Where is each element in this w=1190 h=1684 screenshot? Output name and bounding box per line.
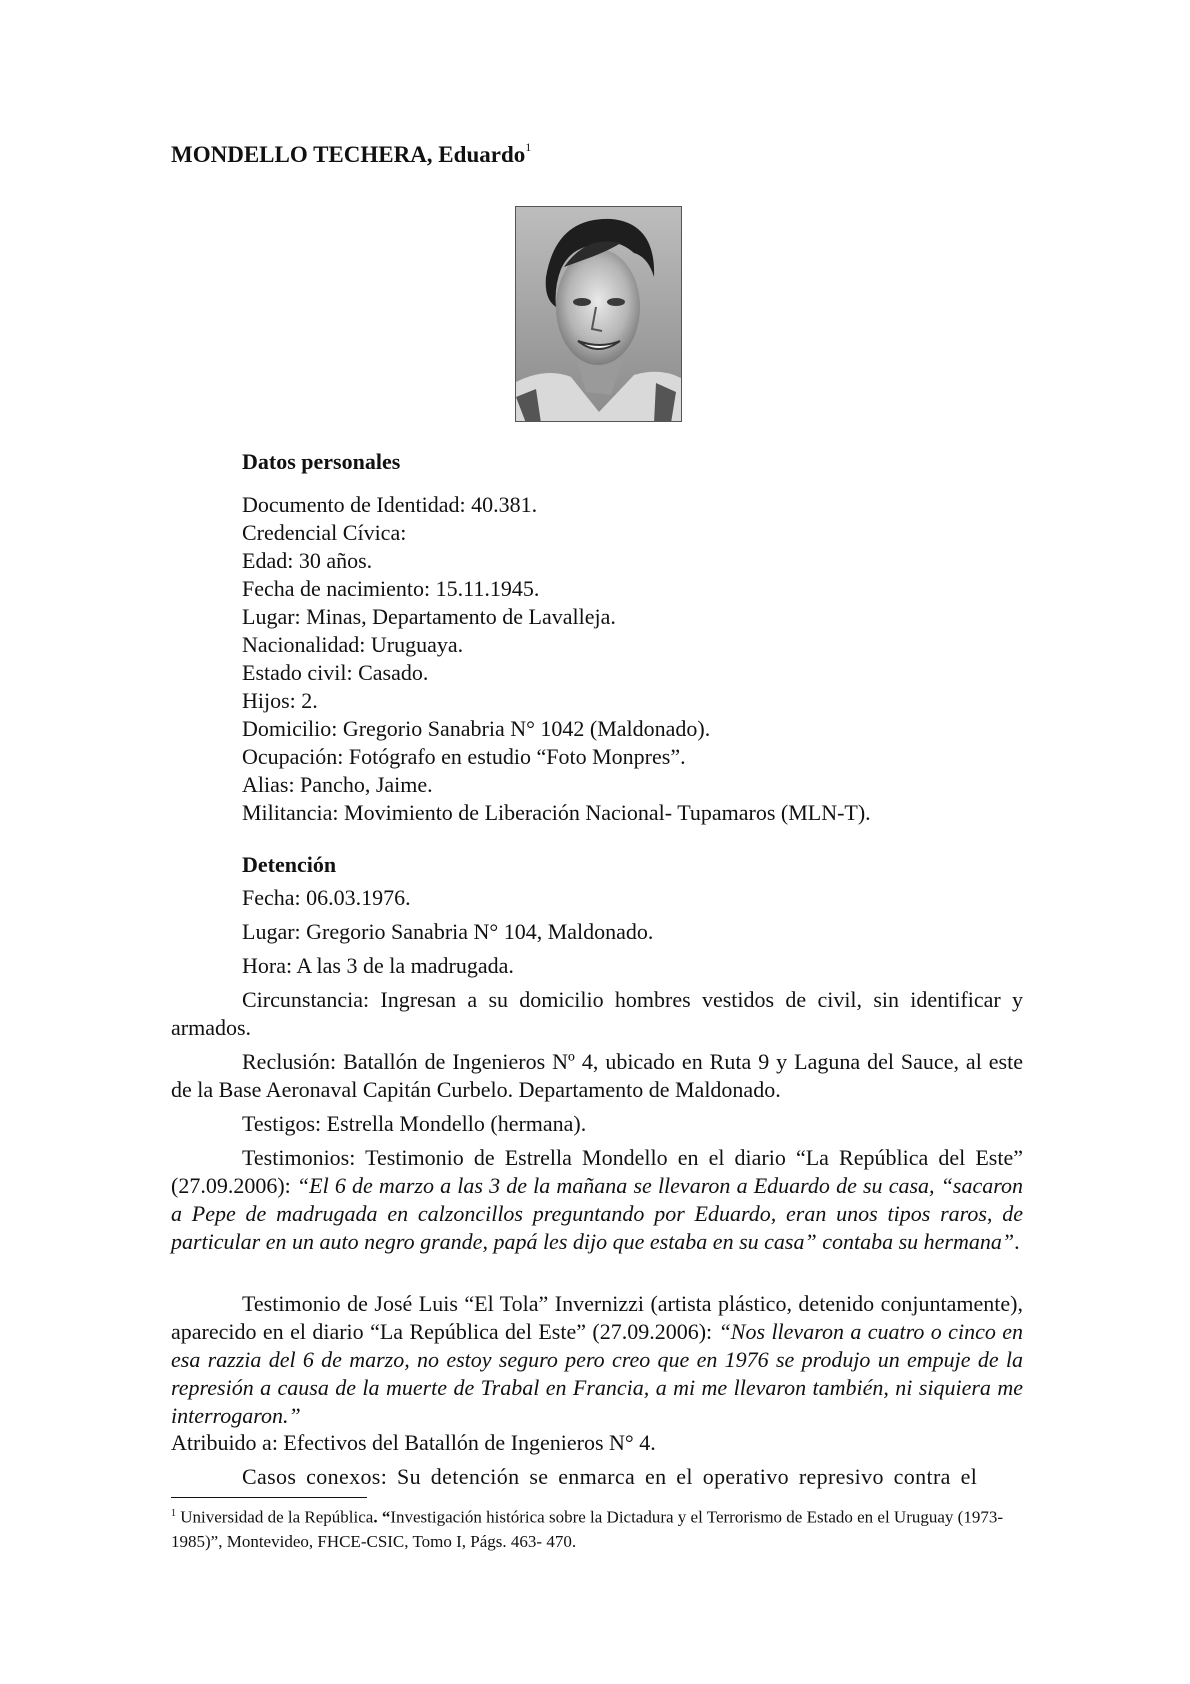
testimony-invernizzi-intro: Testimonio de José Luis “El Tola” Invernizzi (artista plástico, detenido conjuntamente), aparecido en el diario “La República del Este” (27.09.2006): (171, 1291, 1023, 1344)
personal-data-line: Ocupación: Fotógrafo en estudio “Foto Monpres”. (242, 744, 686, 769)
detention-reclusion: Reclusión: Batallón de Ingenieros Nº 4, ubicado en Ruta 9 y Laguna del Sauce, al este de la Base Aeronaval Capitán Curbelo. Departamento de Maldonado. (171, 1049, 1023, 1102)
personal-data-line: Alias: Pancho, Jaime. (242, 772, 433, 797)
related-cases: Casos conexos: Su detención se enmarca en el operativo represivo contra el (242, 1464, 978, 1489)
detention-place: Lugar: Gregorio Sanabria N° 104, Maldonado. (242, 919, 654, 944)
footnote-source: Universidad de la República (176, 1507, 374, 1527)
portrait-photo (515, 206, 682, 422)
detention-heading: Detención (242, 852, 337, 877)
personal-data-line: Militancia: Movimiento de Liberación Nacional- Tupamaros (MLN-T). (242, 800, 871, 825)
testimony-estrella-intro: Testimonios: Testimonio de Estrella Mondello en el diario “La República del Este” (27.09.2006): (171, 1145, 1023, 1198)
testimony-estrella-end: . (1014, 1229, 1020, 1254)
personal-data-line: Domicilio: Gregorio Sanabria N° 1042 (Maldonado). (242, 716, 711, 741)
testimony-invernizzi (171, 1290, 1023, 1430)
detention-time: Hora: A las 3 de la madrugada. (242, 953, 514, 978)
personal-data-line: Documento de Identidad: 40.381. (242, 492, 538, 517)
footnote-number: 1 (171, 1508, 176, 1519)
personal-data-line: Fecha de nacimiento: 15.11.1945. (242, 576, 540, 601)
personal-data-line: Hijos: 2. (242, 688, 318, 713)
person-name: MONDELLO TECHERA, Eduardo (171, 142, 526, 167)
personal-data-heading: Datos personales (242, 449, 401, 474)
detention-date: Fecha: 06.03.1976. (242, 885, 411, 910)
detention-circumstance: Circunstancia: Ingresan a su domicilio hombres vestidos de civil, sin identificar y armados. (171, 987, 1023, 1040)
personal-data-line: Edad: 30 años. (242, 548, 373, 573)
personal-data-line: Credencial Cívica: (242, 520, 407, 545)
personal-data-line: Nacionalidad: Uruguaya. (242, 632, 464, 657)
person-name-heading (171, 142, 531, 168)
testimony-invernizzi-quote: “Nos llevaron a cuatro o cinco en esa razzia del 6 de marzo, no estoy seguro pero creo que en 1976 se produjo un empuje de la represión a causa de la muerte de Trabal en Francia, a mi me llevaron también, ni siquiera me interrogaron.” (171, 1319, 1023, 1428)
attributed-to: Atribuido a: Efectivos del Batallón de Ingenieros N° 4. (171, 1430, 656, 1455)
footnote (171, 1502, 1023, 1554)
footnote-divider (171, 1497, 367, 1498)
testimony-estrella (171, 1144, 1023, 1256)
personal-data-line: Estado civil: Casado. (242, 660, 429, 685)
footnote-citation: Investigación histórica sobre la Dictadura y el Terrorismo de Estado en el Uruguay (1973-1985)”, Montevideo, FHCE-CSIC, Tomo I, Págs. 463- 470. (171, 1507, 1003, 1551)
detention-witnesses: Testigos: Estrella Mondello (hermana). (242, 1111, 587, 1136)
personal-data-line: Lugar: Minas, Departamento de Lavalleja. (242, 604, 616, 629)
testimony-estrella-quote: “El 6 de marzo a las 3 de la mañana se llevaron a Eduardo de su casa, “sacaron a Pepe de madrugada en calzoncillos preguntando por Eduardo, eran unos tipos raros, de particular en un auto negro grande, papá les dijo que estaba en su casa” contaba su hermana” (171, 1173, 1024, 1254)
footnote-separator: . “ (373, 1507, 391, 1527)
footnote-reference[interactable]: 1 (525, 140, 532, 155)
